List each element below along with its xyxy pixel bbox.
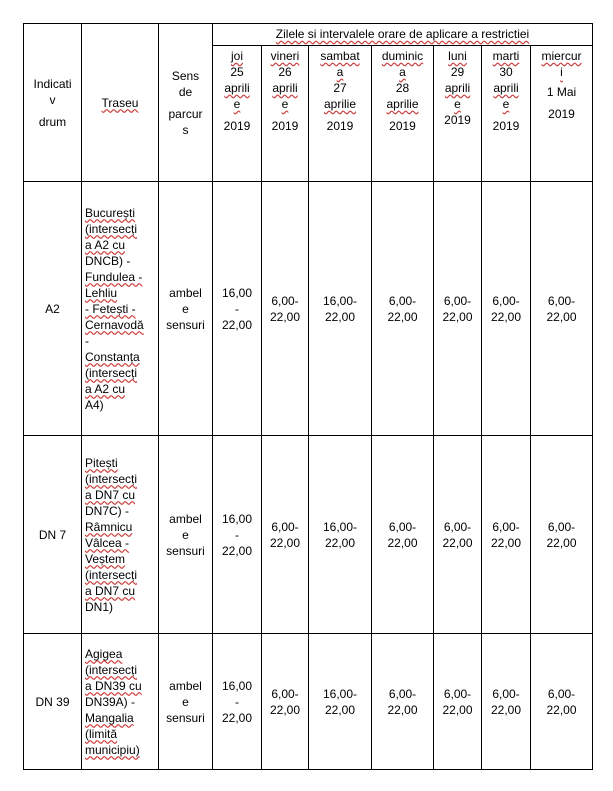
interval-cell-joi: 16,00 - 22,00 (213, 634, 262, 770)
interval-cell-sambata: 16,00- 22,00 (309, 182, 372, 436)
sens-cell: ambel e sensuri (159, 436, 213, 634)
traseu-cell: Agigea (intersecți a DN39 cu DN39A) - Mangalia (limită municipiu) (82, 634, 159, 770)
drum-cell: DN 7 (24, 436, 82, 634)
header-day-sambata: sambat a 27 aprilie 2019 (309, 46, 372, 182)
header-indicativ-drum: Indicati v drum (24, 24, 82, 182)
interval-cell-luni: 6,00- 22,00 (434, 634, 482, 770)
interval-cell-duminica: 6,00- 22,00 (372, 436, 434, 634)
interval-cell-luni: 6,00- 22,00 (434, 436, 482, 634)
interval-cell-joi: 16,00 - 22,00 (213, 436, 262, 634)
restriction-table (23, 23, 593, 770)
interval-cell-luni: 6,00- 22,00 (434, 182, 482, 436)
table-row (24, 634, 593, 770)
interval-cell-duminica: 6,00- 22,00 (372, 634, 434, 770)
header-day-marti: marti 30 aprili e 2019 (482, 46, 531, 182)
header-sens-parcurs: Sens de parcur s (159, 24, 213, 182)
header-group-title: Zilele si intervalele orare de aplicare a restrictiei (213, 24, 593, 46)
header-day-duminica: duminic a 28 aprilie 2019 (372, 46, 434, 182)
traseu-cell: București (intersecți a A2 cu DNCB) - Fundulea - Lehliu - Fetești - Cernavodă - Constanța (intersecți a A2 cu A4) (82, 182, 159, 436)
interval-cell-sambata: 16,00- 22,00 (309, 436, 372, 634)
header-day-miercuri: miercur i 1 Mai 2019 (531, 46, 593, 182)
interval-cell-vineri: 6,00- 22,00 (262, 182, 309, 436)
table-row (24, 436, 593, 634)
interval-cell-marti: 6,00- 22,00 (482, 634, 531, 770)
interval-cell-miercuri: 6,00- 22,00 (531, 182, 593, 436)
interval-cell-marti: 6,00- 22,00 (482, 436, 531, 634)
header-day-luni: luni 29 aprili e 2019 (434, 46, 482, 182)
header-day-joi: joi 25 aprili e 2019 (213, 46, 262, 182)
interval-cell-joi: 16,00 - 22,00 (213, 182, 262, 436)
interval-cell-miercuri: 6,00- 22,00 (531, 436, 593, 634)
drum-cell: A2 (24, 182, 82, 436)
header-day-vineri: vineri 26 aprili e 2019 (262, 46, 309, 182)
interval-cell-miercuri: 6,00- 22,00 (531, 634, 593, 770)
header-traseu: Traseu (82, 24, 159, 182)
interval-cell-duminica: 6,00- 22,00 (372, 182, 434, 436)
sens-cell: ambel e sensuri (159, 634, 213, 770)
interval-cell-vineri: 6,00- 22,00 (262, 436, 309, 634)
drum-cell: DN 39 (24, 634, 82, 770)
table-row (24, 182, 593, 436)
traseu-cell: Pitești (intersecți a DN7 cu DN7C) - Râmnicu Vâlcea - Veștem (intersecți a DN7 cu DN1) (82, 436, 159, 634)
sens-cell: ambel e sensuri (159, 182, 213, 436)
interval-cell-vineri: 6,00- 22,00 (262, 634, 309, 770)
interval-cell-sambata: 16,00- 22,00 (309, 634, 372, 770)
interval-cell-marti: 6,00- 22,00 (482, 182, 531, 436)
